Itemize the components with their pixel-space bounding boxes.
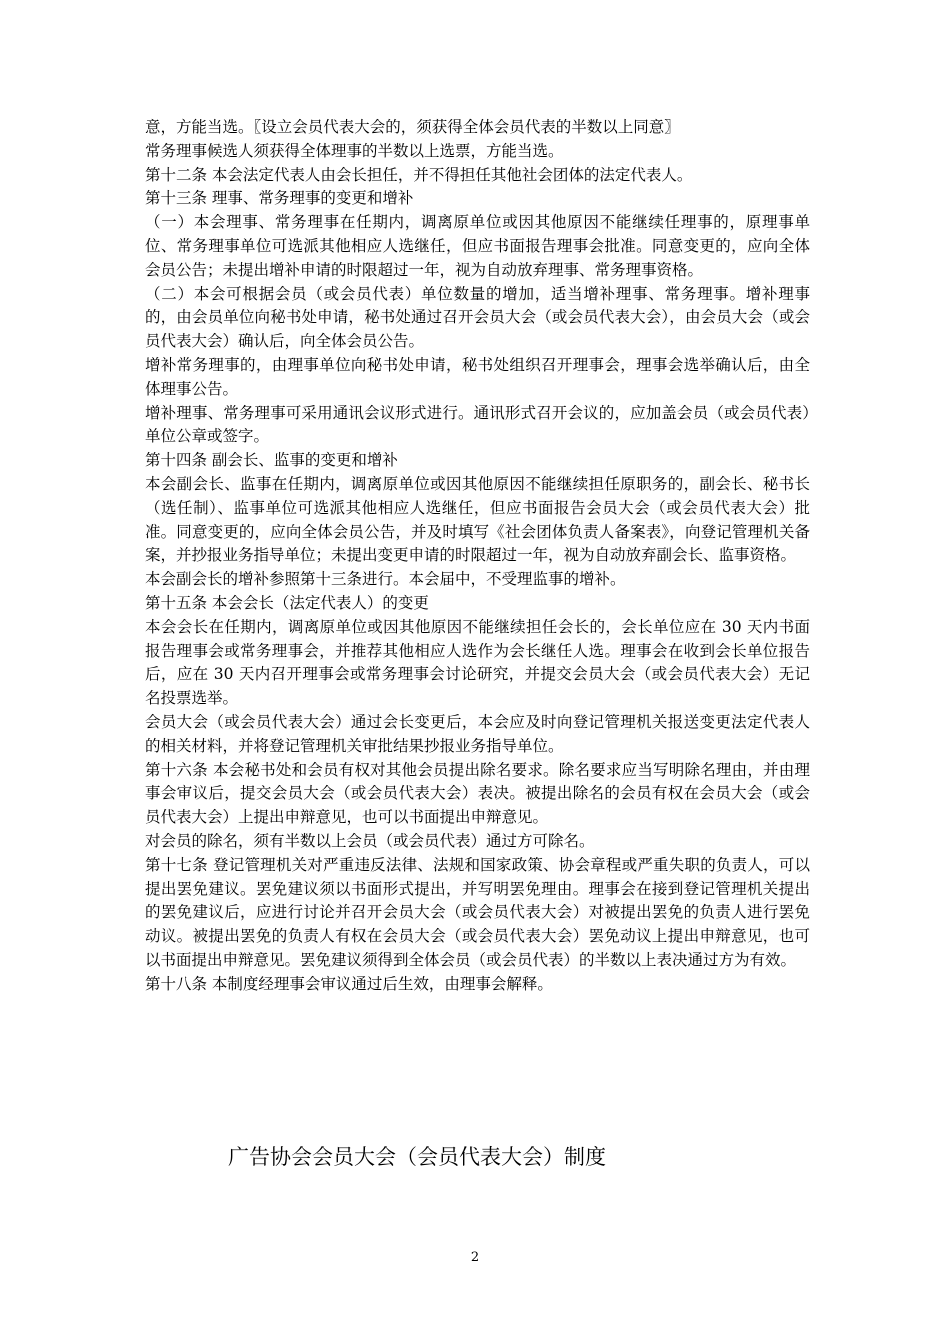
article-14-body: 本会副会长、监事在任期内，调离原单位或因其他原因不能继续担任原职务的，副会长、秘书长（选任制）、监事单位可选派其他相应人选继任，但应书面报告会员大会（或会员代表大会）批准。同意变更的，应向全体会员公告，并及时填写《社会团体负责人备案表》，向登记管理机关备案，并抄报业务指导单位；未提出变更申请的时限超过一年，视为自动放弃副会长、监事资格。 <box>145 474 810 565</box>
article-16: 第十六条 本会秘书处和会员有权对其他会员提出除名要求。除名要求应当写明除名理由，并由理事会审议后，提交会员大会（或会员代表大会）表决。被提出除名的会员有权在会员大会（或会员代表大会）上提出申辩意见，也可以书面提出申辩意见。 <box>145 760 810 827</box>
article-12: 第十二条 本会法定代表人由会长担任，并不得担任其他社会团体的法定代表人。 <box>145 165 693 184</box>
article-14-title: 第十四条 副会长、监事的变更和增补 <box>145 451 398 470</box>
paragraph-communication-meeting: 增补理事、常务理事可采用通讯会议形式进行。通讯形式召开会议的，应加盖会员（或会员代表）单位公章或签字。 <box>145 403 810 446</box>
paragraph-continuation: 意，方能当选。〖设立会员代表大会的，须获得全体会员代表的半数以上同意〗 <box>145 118 680 136</box>
article-18: 第十八条 本制度经理事会审议通过后生效，由理事会解释。 <box>145 974 553 993</box>
page-number: 2 <box>470 1250 480 1265</box>
document-body <box>145 116 810 996</box>
article-13-item-1: （一）本会理事、常务理事在任期内，调离原单位或因其他原因不能继续任理事的，原理事单位、常务理事单位可选派其他相应人选继任，但应书面报告理事会批准。同意变更的，应向全体会员公告；未提出增补申请的时限超过一年，视为自动放弃理事、常务理事资格。 <box>145 213 810 279</box>
article-13-title: 第十三条 理事、常务理事的变更和增补 <box>145 189 414 208</box>
paragraph-vice-president-addition: 本会副会长的增补参照第十三条进行。本会届中，不受理监事的增补。 <box>145 570 626 589</box>
paragraph-add-standing-director: 增补常务理事的，由理事单位向秘书处申请，秘书处组织召开理事会，理事会选举确认后，由全体理事公告。 <box>145 355 810 398</box>
paragraph-member-removal: 对会员的除名，须有半数以上会员（或会员代表）通过方可除名。 <box>145 831 595 850</box>
section-heading: 广告协会会员大会（会员代表大会）制度 <box>228 1145 606 1169</box>
article-15-body: 本会会长在任期内，调离原单位或因其他原因不能继续担任会长的，会长单位应在 30 天内书面报告理事会或常务理事会，并推荐其他相应人选作为会长继任人选。理事会在收到会长单位报告后，应在 30 天内召开理事会或常务理事会讨论研究，并提交会员大会（或会员代表大会）无记名投票选举。 <box>145 617 810 708</box>
paragraph-legal-representative-change: 会员大会（或会员代表大会）通过会长变更后，本会应及时向登记管理机关报送变更法定代表人的相关材料，并将登记管理机关审批结果抄报业务指导单位。 <box>145 712 810 755</box>
article-13-item-2: （二）本会可根据会员（或会员代表）单位数量的增加，适当增补理事、常务理事。增补理事的，由会员单位向秘书处申请，秘书处通过召开会员大会（或会员代表大会），由会员大会（或会员代表大会）确认后，向全体会员公告。 <box>145 284 810 351</box>
paragraph-standing-director-election: 常务理事候选人须获得全体理事的半数以上选票，方能当选。 <box>145 141 564 160</box>
article-15-title: 第十五条 本会会长（法定代表人）的变更 <box>145 593 429 612</box>
article-17: 第十七条 登记管理机关对严重违反法律、法规和国家政策、协会章程或严重失职的负责人，可以提出罢免建议。罢免建议须以书面形式提出，并写明罢免理由。理事会在接到登记管理机关提出的罢免建议后，应进行讨论并召开会员大会（或会员代表大会）对被提出罢免的负责人进行罢免动议。被提出罢免的负责人有权在会员大会（或会员代表大会）罢免动议上提出申辩意见，也可以书面提出申辩意见。罢免建议须得到全体会员（或会员代表）的半数以上表决通过方为有效。 <box>145 855 810 969</box>
